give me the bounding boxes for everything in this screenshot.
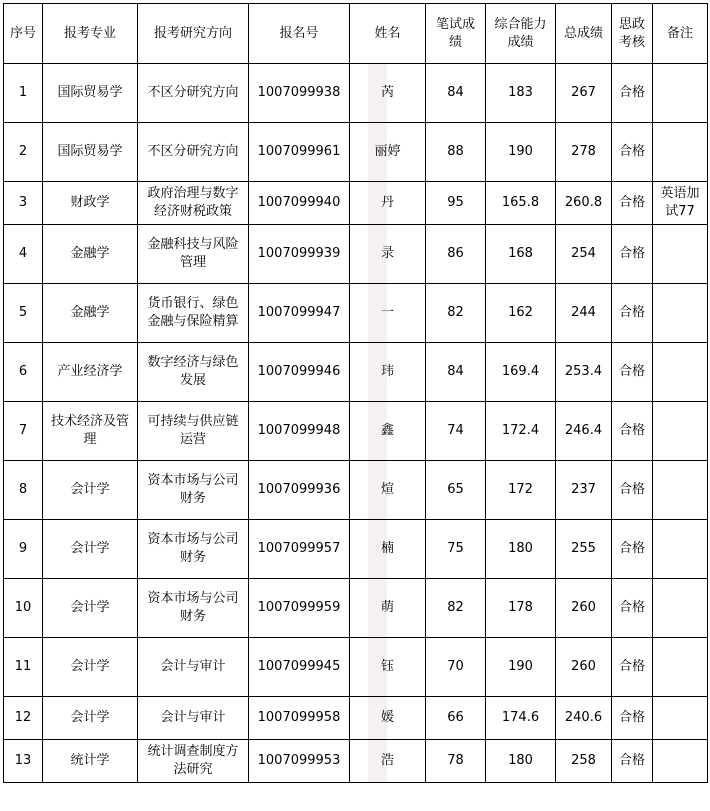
cell-comprehensive: 165.8 bbox=[486, 182, 556, 225]
cell-major: 产业经济学 bbox=[43, 343, 138, 402]
cell-total: 237 bbox=[556, 461, 612, 520]
header-total: 总成绩 bbox=[556, 4, 612, 64]
cell-direction: 金融科技与风险管理 bbox=[138, 225, 249, 284]
name-text: 钰 bbox=[380, 659, 394, 674]
name-text: 萌 bbox=[380, 600, 394, 615]
cell-major: 会计学 bbox=[43, 638, 138, 697]
cell-comprehensive: 190 bbox=[486, 123, 556, 182]
cell-total: 246.4 bbox=[556, 402, 612, 461]
cell-ideology: 合格 bbox=[612, 225, 653, 284]
cell-direction: 资本市场与公司财务 bbox=[138, 579, 249, 638]
cell-ideology: 合格 bbox=[612, 520, 653, 579]
cell-written: 84 bbox=[426, 64, 486, 123]
header-reg-no: 报名号 bbox=[249, 4, 350, 64]
cell-remark bbox=[653, 740, 708, 783]
cell-no: 1 bbox=[4, 64, 43, 123]
table-row bbox=[4, 638, 708, 697]
cell-direction: 数字经济与绿色发展 bbox=[138, 343, 249, 402]
cell-written: 70 bbox=[426, 638, 486, 697]
name-text: 丹 bbox=[380, 195, 394, 210]
cell-reg-no: 1007099961 bbox=[249, 123, 350, 182]
name-text: 玮 bbox=[380, 364, 394, 379]
cell-no: 3 bbox=[4, 182, 43, 225]
table-row bbox=[4, 182, 708, 225]
cell-written: 66 bbox=[426, 697, 486, 740]
cell-direction: 会计与审计 bbox=[138, 697, 249, 740]
cell-direction: 资本市场与公司财务 bbox=[138, 520, 249, 579]
cell-ideology: 合格 bbox=[612, 123, 653, 182]
cell-total: 260 bbox=[556, 579, 612, 638]
cell-remark bbox=[653, 343, 708, 402]
cell-total: 260.8 bbox=[556, 182, 612, 225]
cell-comprehensive: 172.4 bbox=[486, 402, 556, 461]
cell-major: 会计学 bbox=[43, 461, 138, 520]
header-row bbox=[4, 4, 708, 64]
cell-remark bbox=[653, 64, 708, 123]
table-row bbox=[4, 402, 708, 461]
table-row bbox=[4, 697, 708, 740]
cell-major: 技术经济及管理 bbox=[43, 402, 138, 461]
table-row bbox=[4, 64, 708, 123]
cell-written: 95 bbox=[426, 182, 486, 225]
cell-name bbox=[350, 520, 426, 579]
cell-remark bbox=[653, 402, 708, 461]
cell-reg-no: 1007099947 bbox=[249, 284, 350, 343]
table-row bbox=[4, 284, 708, 343]
name-text: 丽婷 bbox=[374, 144, 401, 159]
header-remark: 备注 bbox=[653, 4, 708, 64]
cell-ideology: 合格 bbox=[612, 579, 653, 638]
cell-no: 6 bbox=[4, 343, 43, 402]
cell-total: 255 bbox=[556, 520, 612, 579]
cell-ideology: 合格 bbox=[612, 740, 653, 783]
cell-major: 会计学 bbox=[43, 579, 138, 638]
cell-reg-no: 1007099946 bbox=[249, 343, 350, 402]
cell-total: 267 bbox=[556, 64, 612, 123]
cell-reg-no: 1007099953 bbox=[249, 740, 350, 783]
cell-total: 254 bbox=[556, 225, 612, 284]
cell-remark bbox=[653, 123, 708, 182]
cell-name bbox=[350, 182, 426, 225]
cell-name bbox=[350, 225, 426, 284]
cell-major: 会计学 bbox=[43, 697, 138, 740]
cell-written: 82 bbox=[426, 284, 486, 343]
cell-direction: 政府治理与数字经济财税政策 bbox=[138, 182, 249, 225]
cell-no: 5 bbox=[4, 284, 43, 343]
cell-no: 13 bbox=[4, 740, 43, 783]
cell-major: 国际贸易学 bbox=[43, 64, 138, 123]
cell-remark bbox=[653, 225, 708, 284]
cell-reg-no: 1007099936 bbox=[249, 461, 350, 520]
cell-no: 11 bbox=[4, 638, 43, 697]
cell-no: 9 bbox=[4, 520, 43, 579]
cell-comprehensive: 178 bbox=[486, 579, 556, 638]
table-row bbox=[4, 123, 708, 182]
cell-written: 74 bbox=[426, 402, 486, 461]
cell-no: 8 bbox=[4, 461, 43, 520]
cell-major: 金融学 bbox=[43, 284, 138, 343]
cell-major: 统计学 bbox=[43, 740, 138, 783]
table-row bbox=[4, 520, 708, 579]
header-direction: 报考研究方向 bbox=[138, 4, 249, 64]
cell-reg-no: 1007099945 bbox=[249, 638, 350, 697]
cell-comprehensive: 174.6 bbox=[486, 697, 556, 740]
header-written: 笔试成绩 bbox=[426, 4, 486, 64]
cell-written: 65 bbox=[426, 461, 486, 520]
cell-written: 86 bbox=[426, 225, 486, 284]
cell-comprehensive: 180 bbox=[486, 740, 556, 783]
cell-no: 4 bbox=[4, 225, 43, 284]
cell-reg-no: 1007099940 bbox=[249, 182, 350, 225]
cell-total: 244 bbox=[556, 284, 612, 343]
cell-remark bbox=[653, 579, 708, 638]
cell-ideology: 合格 bbox=[612, 461, 653, 520]
cell-comprehensive: 169.4 bbox=[486, 343, 556, 402]
cell-written: 88 bbox=[426, 123, 486, 182]
header-major: 报考专业 bbox=[43, 4, 138, 64]
cell-remark: 英语加试77 bbox=[653, 182, 708, 225]
cell-no: 12 bbox=[4, 697, 43, 740]
cell-comprehensive: 162 bbox=[486, 284, 556, 343]
table-row bbox=[4, 225, 708, 284]
header-ideology: 思政考核 bbox=[612, 4, 653, 64]
cell-reg-no: 1007099959 bbox=[249, 579, 350, 638]
cell-name bbox=[350, 461, 426, 520]
cell-remark bbox=[653, 638, 708, 697]
header-name: 姓名 bbox=[350, 4, 426, 64]
cell-ideology: 合格 bbox=[612, 284, 653, 343]
header-comprehensive: 综合能力成绩 bbox=[486, 4, 556, 64]
cell-name bbox=[350, 284, 426, 343]
cell-no: 10 bbox=[4, 579, 43, 638]
cell-total: 258 bbox=[556, 740, 612, 783]
cell-no: 7 bbox=[4, 402, 43, 461]
cell-reg-no: 1007099948 bbox=[249, 402, 350, 461]
cell-reg-no: 1007099957 bbox=[249, 520, 350, 579]
cell-direction: 可持续与供应链运营 bbox=[138, 402, 249, 461]
cell-total: 260 bbox=[556, 638, 612, 697]
name-text: 鑫 bbox=[380, 423, 394, 438]
results-table bbox=[3, 3, 708, 783]
table-body bbox=[4, 64, 708, 783]
cell-written: 78 bbox=[426, 740, 486, 783]
cell-reg-no: 1007099958 bbox=[249, 697, 350, 740]
cell-name bbox=[350, 638, 426, 697]
cell-written: 75 bbox=[426, 520, 486, 579]
cell-name bbox=[350, 64, 426, 123]
name-text: 芮 bbox=[380, 85, 394, 100]
cell-ideology: 合格 bbox=[612, 64, 653, 123]
name-text: 一 bbox=[380, 305, 394, 320]
cell-ideology: 合格 bbox=[612, 182, 653, 225]
name-text: 煊 bbox=[380, 482, 394, 497]
cell-total: 278 bbox=[556, 123, 612, 182]
cell-no: 2 bbox=[4, 123, 43, 182]
cell-remark bbox=[653, 461, 708, 520]
cell-major: 国际贸易学 bbox=[43, 123, 138, 182]
cell-ideology: 合格 bbox=[612, 343, 653, 402]
cell-ideology: 合格 bbox=[612, 697, 653, 740]
cell-reg-no: 1007099939 bbox=[249, 225, 350, 284]
cell-major: 财政学 bbox=[43, 182, 138, 225]
table-row bbox=[4, 343, 708, 402]
cell-comprehensive: 183 bbox=[486, 64, 556, 123]
cell-ideology: 合格 bbox=[612, 402, 653, 461]
cell-major: 金融学 bbox=[43, 225, 138, 284]
cell-comprehensive: 172 bbox=[486, 461, 556, 520]
cell-direction: 不区分研究方向 bbox=[138, 123, 249, 182]
cell-total: 253.4 bbox=[556, 343, 612, 402]
cell-direction: 货币银行、绿色金融与保险精算 bbox=[138, 284, 249, 343]
table-row bbox=[4, 461, 708, 520]
cell-name bbox=[350, 123, 426, 182]
table-row bbox=[4, 740, 708, 783]
cell-direction: 资本市场与公司财务 bbox=[138, 461, 249, 520]
cell-direction: 统计调查制度方法研究 bbox=[138, 740, 249, 783]
cell-remark bbox=[653, 520, 708, 579]
cell-remark bbox=[653, 697, 708, 740]
cell-name bbox=[350, 579, 426, 638]
name-text: 录 bbox=[380, 246, 394, 261]
cell-comprehensive: 190 bbox=[486, 638, 556, 697]
cell-name bbox=[350, 402, 426, 461]
cell-written: 84 bbox=[426, 343, 486, 402]
cell-written: 82 bbox=[426, 579, 486, 638]
name-text: 浩 bbox=[380, 753, 394, 768]
header-no: 序号 bbox=[4, 4, 43, 64]
cell-remark bbox=[653, 284, 708, 343]
cell-major: 会计学 bbox=[43, 520, 138, 579]
cell-reg-no: 1007099938 bbox=[249, 64, 350, 123]
cell-name bbox=[350, 343, 426, 402]
cell-total: 240.6 bbox=[556, 697, 612, 740]
cell-name bbox=[350, 697, 426, 740]
cell-ideology: 合格 bbox=[612, 638, 653, 697]
name-text: 媛 bbox=[380, 710, 394, 725]
name-text: 楠 bbox=[380, 541, 394, 556]
table-row bbox=[4, 579, 708, 638]
cell-direction: 不区分研究方向 bbox=[138, 64, 249, 123]
cell-name bbox=[350, 740, 426, 783]
cell-comprehensive: 168 bbox=[486, 225, 556, 284]
cell-direction: 会计与审计 bbox=[138, 638, 249, 697]
cell-comprehensive: 180 bbox=[486, 520, 556, 579]
